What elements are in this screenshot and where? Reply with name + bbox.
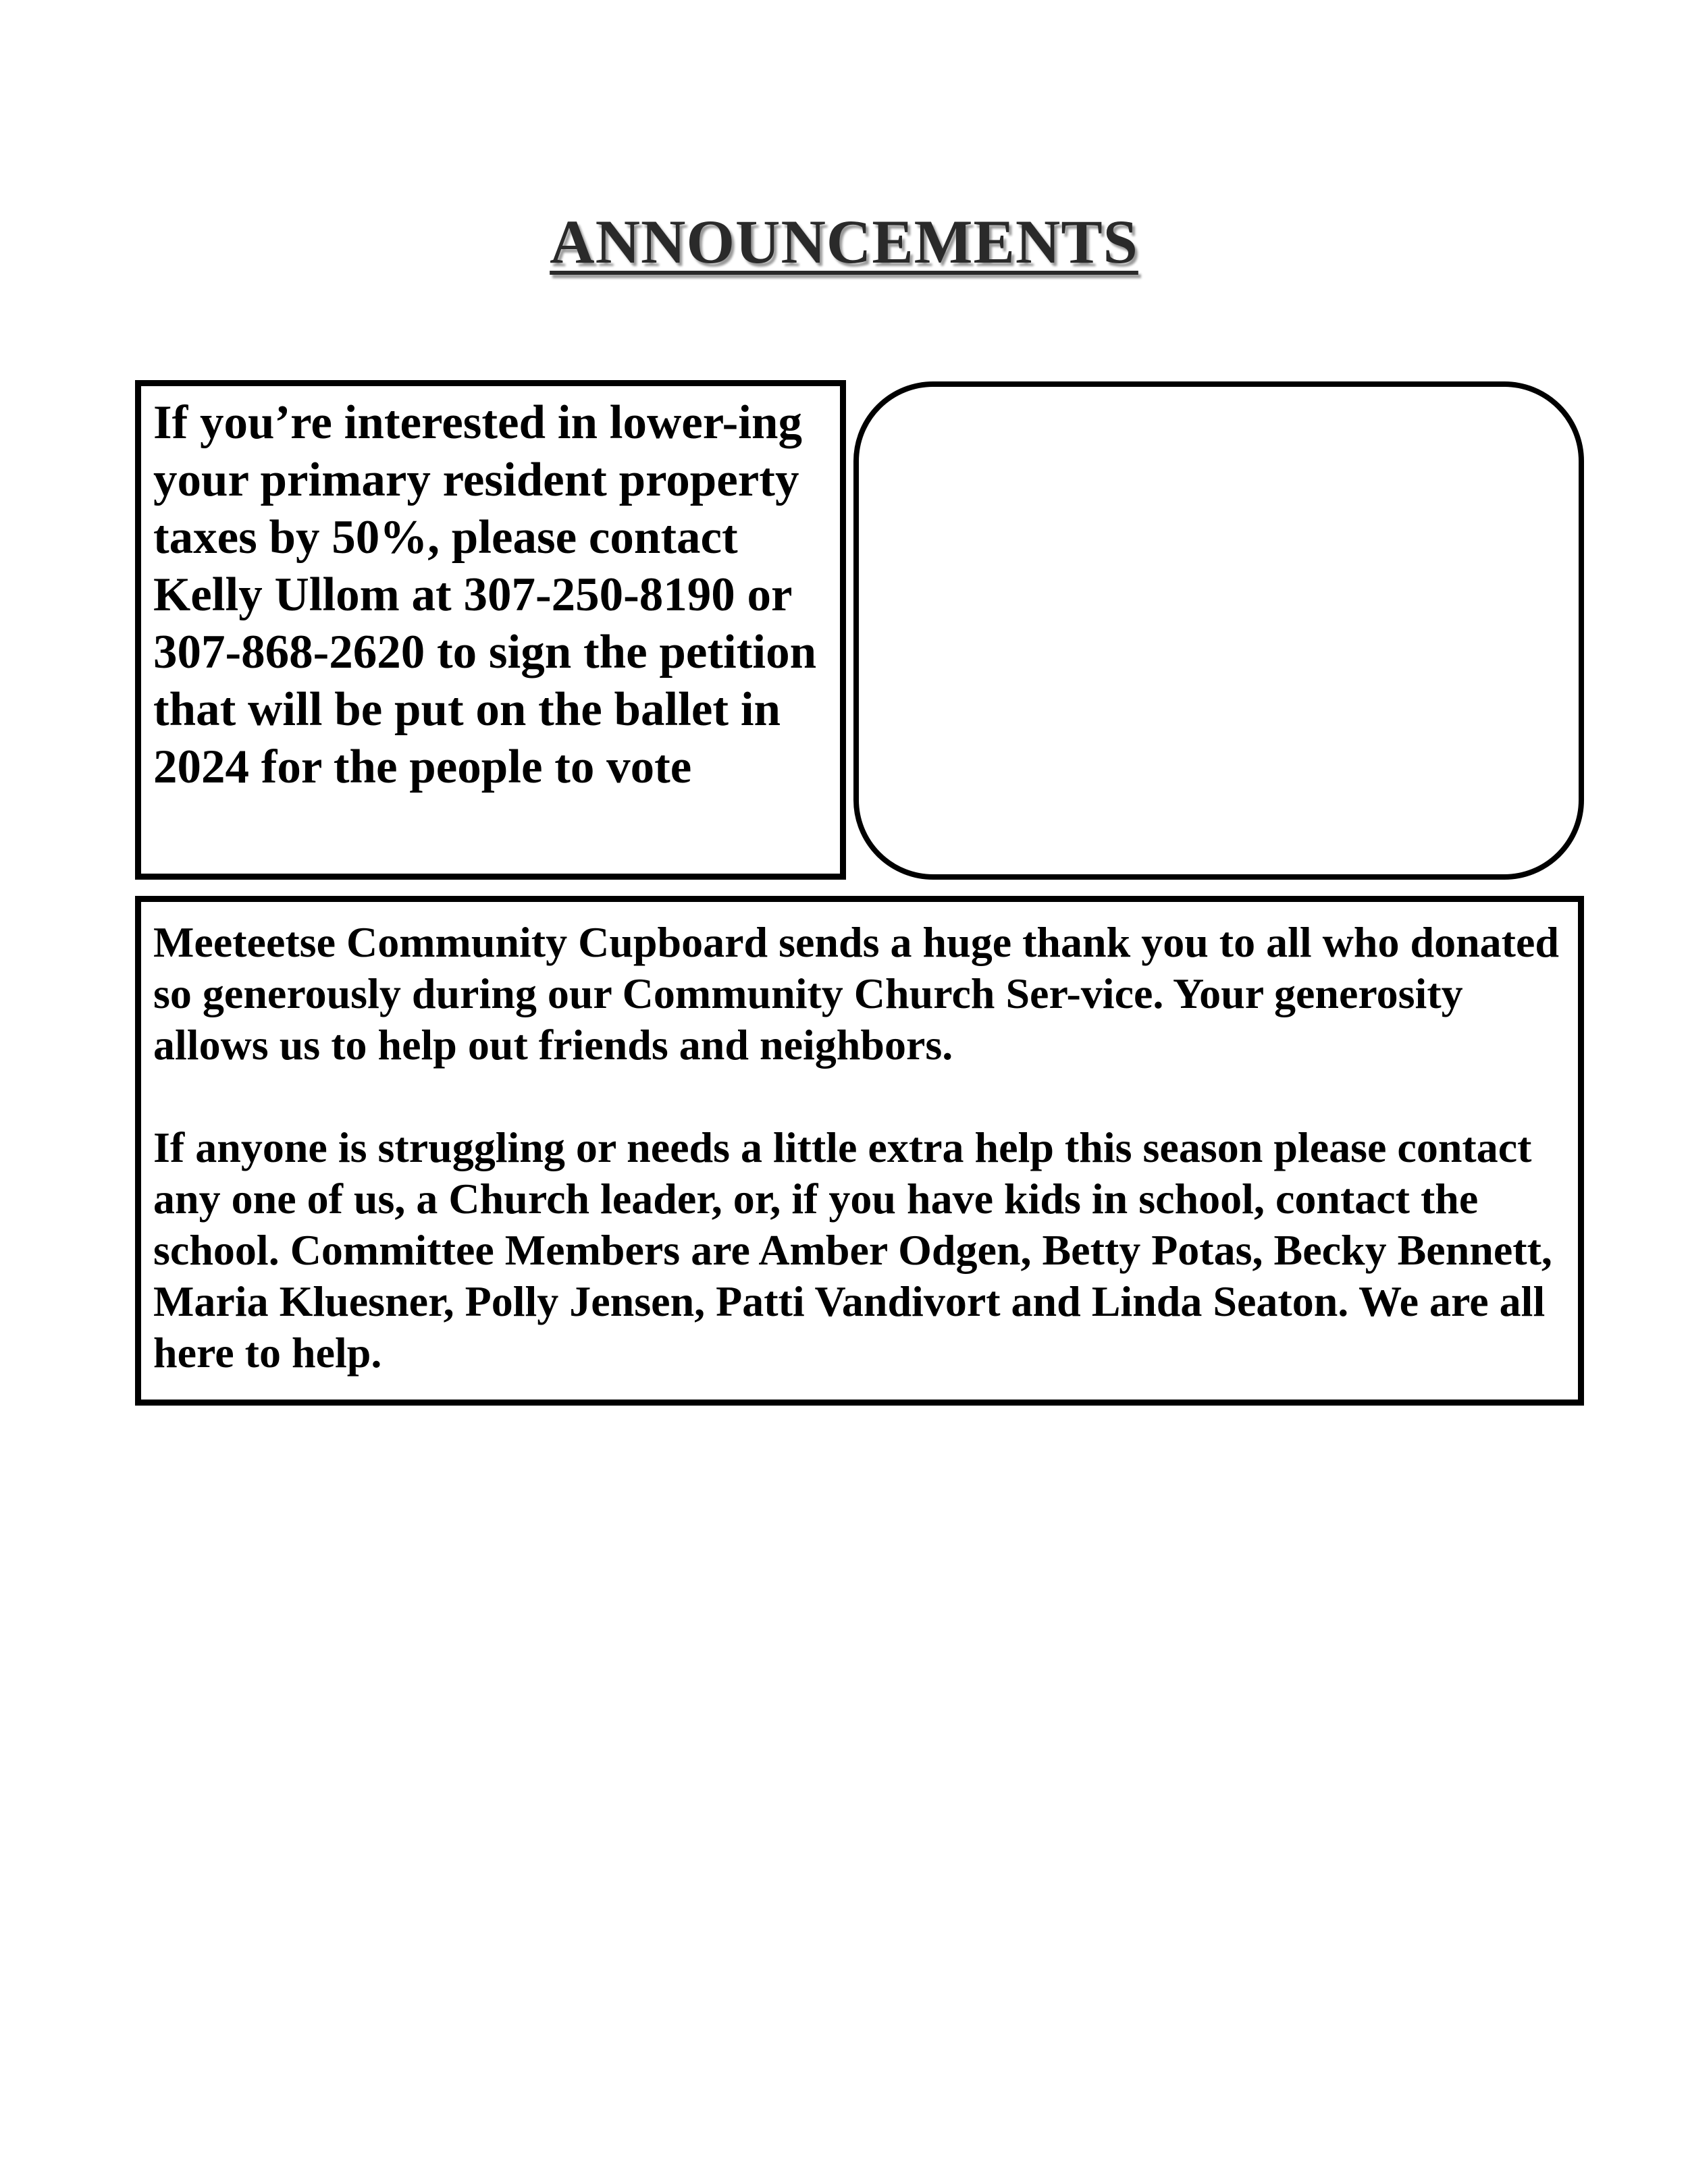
page-title: ANNOUNCEMENTS bbox=[550, 207, 1138, 276]
cupboard-thank-you-paragraph: Meeteetse Community Cupboard sends a huge thank you to all who donated so generously during our Community Church Ser-vice. Your generosity allows us to help out friends and neighbors. bbox=[153, 918, 1559, 1069]
cupboard-help-paragraph: If anyone is struggling or needs a little extra help this season please contact any one of us, a Church leader, or, if you have kids in school, contact the school. Committee Members are Amber Odgen, Betty Potas, Becky Bennett, Maria Kluesner, Polly Jensen, Patti Vandivort and Linda Seaton. We are all here to help. bbox=[153, 1123, 1552, 1377]
community-cupboard-announcement-box bbox=[135, 896, 1584, 1406]
property-tax-announcement-box bbox=[135, 380, 846, 880]
empty-rounded-frame bbox=[853, 381, 1584, 880]
property-tax-announcement-text: If you’re interested in lower-ing your primary resident property taxes by 50%, please contact Kelly Ullom at 307-250-8190 or 307-868-2620 to sign the petition that will be put on the ballet in 2024 for the people to vote bbox=[153, 396, 817, 793]
